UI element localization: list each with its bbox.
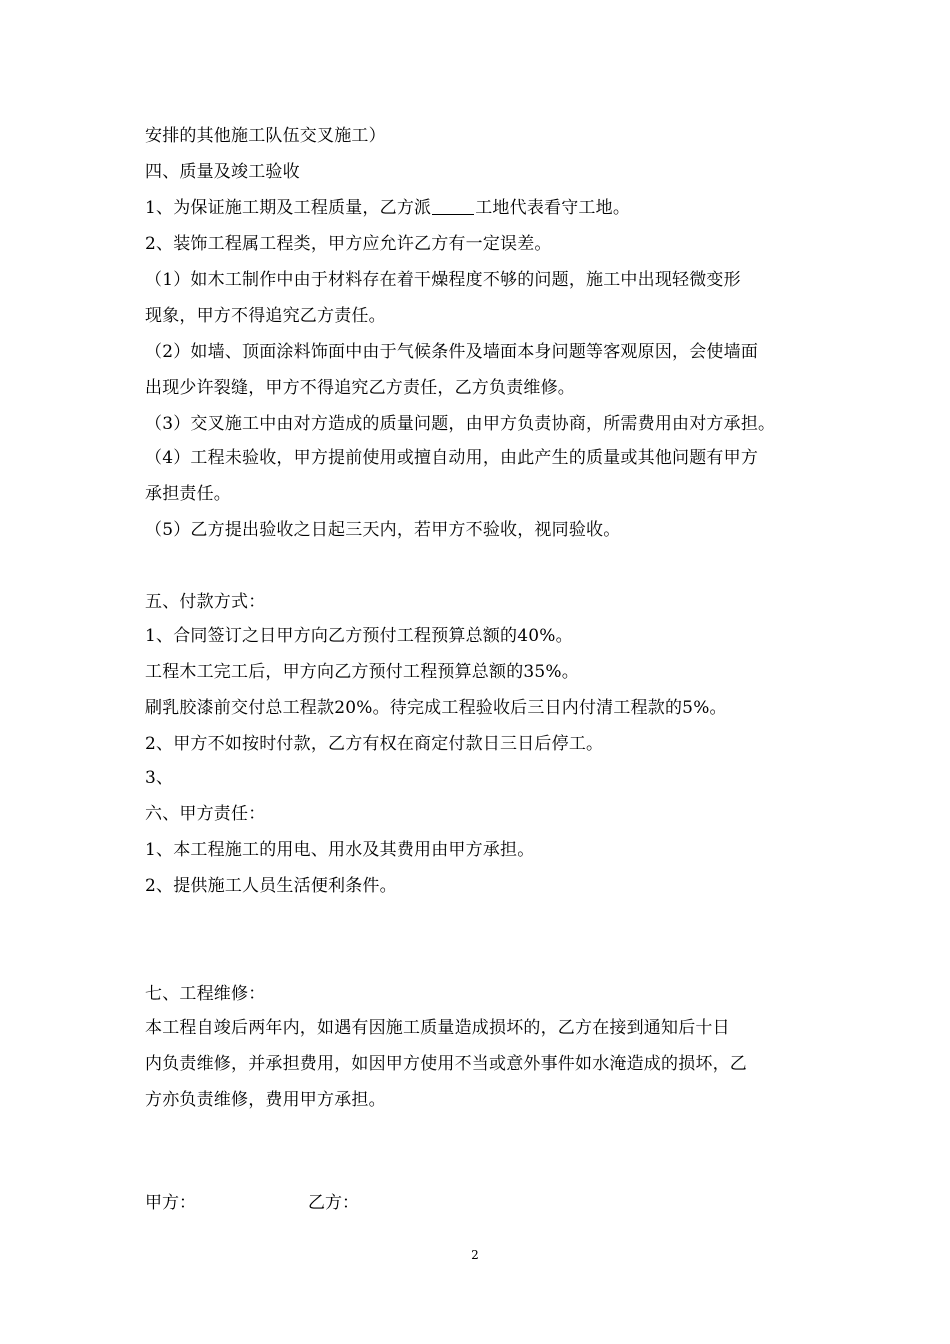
text-fragment: 1、为保证施工期及工程质量，乙方派	[145, 198, 432, 218]
party-b-signature-label: 乙方：	[308, 1193, 359, 1213]
page-number: 2	[471, 1248, 479, 1262]
text-line: （5）乙方提出验收之日起三天内，若甲方不验收，视同验收。	[145, 520, 621, 540]
text-line: 工程木工完工后，甲方向乙方预付工程预算总额的35%。	[145, 662, 579, 682]
text-line: 内负责维修，并承担费用，如因甲方使用不当或意外事件如水淹造成的损坏，乙	[145, 1054, 747, 1074]
text-line: 3、	[145, 768, 174, 788]
text-line: 2、提供施工人员生活便利条件。	[145, 876, 397, 896]
section-heading-maintenance: 七、工程维修：	[145, 984, 266, 1004]
text-line: 2、甲方不如按时付款，乙方有权在商定付款日三日后停工。	[145, 734, 604, 754]
section-heading-party-a: 六、甲方责任：	[145, 804, 266, 824]
blank-underline	[432, 198, 474, 215]
text-line: 1、本工程施工的用电、用水及其费用由甲方承担。	[145, 840, 535, 860]
section-heading-quality: 四、质量及竣工验收	[145, 162, 300, 182]
text-line: 方亦负责维修，费用甲方承担。	[145, 1090, 386, 1110]
text-line: 现象，甲方不得追究乙方责任。	[145, 306, 386, 326]
party-a-signature-label: 甲方：	[145, 1193, 196, 1213]
text-fragment: 工地代表看守工地。	[475, 198, 631, 218]
text-line: 本工程自竣后两年内，如遇有因施工质量造成损坏的，乙方在接到通知后十日	[145, 1018, 730, 1038]
text-line: （1）如木工制作中由于材料存在着干燥程度不够的问题，施工中出现轻微变形	[145, 270, 741, 290]
text-line: 承担责任。	[145, 484, 231, 504]
text-line: 安排的其他施工队伍交叉施工）	[145, 126, 386, 146]
text-line: （2）如墙、顶面涂料饰面中由于气候条件及墙面本身问题等客观原因，会使墙面	[145, 342, 759, 362]
text-line: （4）工程未验收，甲方提前使用或擅自动用，由此产生的质量或其他问题有甲方	[145, 448, 759, 468]
text-line: 刷乳胶漆前交付总工程款20%。待完成工程验收后三日内付清工程款的5%。	[145, 698, 727, 718]
text-line: 出现少许裂缝，甲方不得追究乙方责任，乙方负责维修。	[145, 378, 575, 398]
text-line: 2、装饰工程属工程类，甲方应允许乙方有一定误差。	[145, 234, 552, 254]
text-line: （3）交叉施工中由对方造成的质量问题，由甲方负责协商，所需费用由对方承担。	[145, 414, 776, 434]
section-heading-payment: 五、付款方式：	[145, 592, 266, 612]
text-line: 1、合同签订之日甲方向乙方预付工程预算总额的40%。	[145, 626, 573, 646]
text-line	[145, 196, 630, 220]
